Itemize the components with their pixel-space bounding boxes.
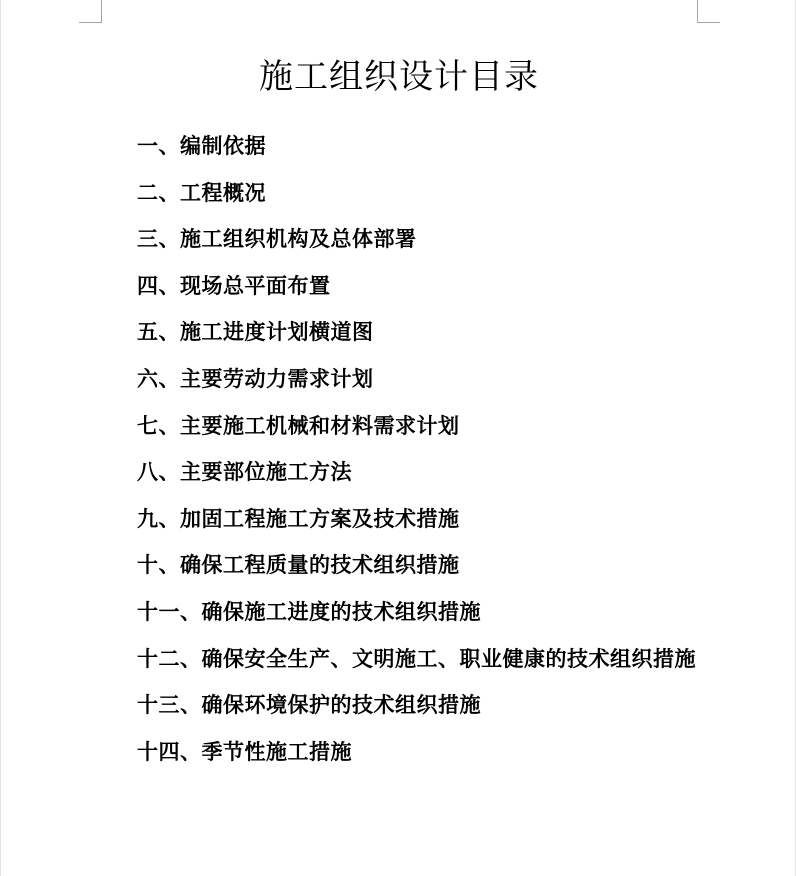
toc-item-9: 九、加固工程施工方案及技术措施	[137, 506, 460, 531]
toc-item-1: 一、编制依据	[137, 134, 266, 158]
toc-item-2: 二、工程概况	[137, 180, 266, 205]
toc-item-11: 十一、确保施工进度的技术组织措施	[137, 599, 481, 624]
toc-item-7: 七、主要施工机械和材料需求计划	[137, 413, 460, 438]
page-corner-mark-top-left	[79, 0, 102, 23]
toc-item-14: 十四、季节性施工措施	[137, 739, 352, 764]
page-corner-mark-top-right	[697, 0, 720, 23]
toc-item-12: 十二、确保安全生产、文明施工、职业健康的技术组织措施	[137, 646, 696, 671]
toc-item-5: 五、施工进度计划横道图	[137, 320, 374, 345]
toc-item-13: 十三、确保环境保护的技术组织措施	[137, 693, 481, 718]
toc-item-4: 四、现场总平面布置	[137, 273, 331, 298]
document-title: 施工组织设计目录	[259, 56, 539, 97]
toc-item-8: 八、主要部位施工方法	[137, 460, 352, 485]
toc-item-6: 六、主要劳动力需求计划	[137, 366, 374, 391]
toc-item-10: 十、确保工程质量的技术组织措施	[137, 553, 460, 578]
table-of-contents	[137, 128, 696, 780]
toc-item-3: 三、施工组织机构及总体部署	[137, 227, 417, 252]
